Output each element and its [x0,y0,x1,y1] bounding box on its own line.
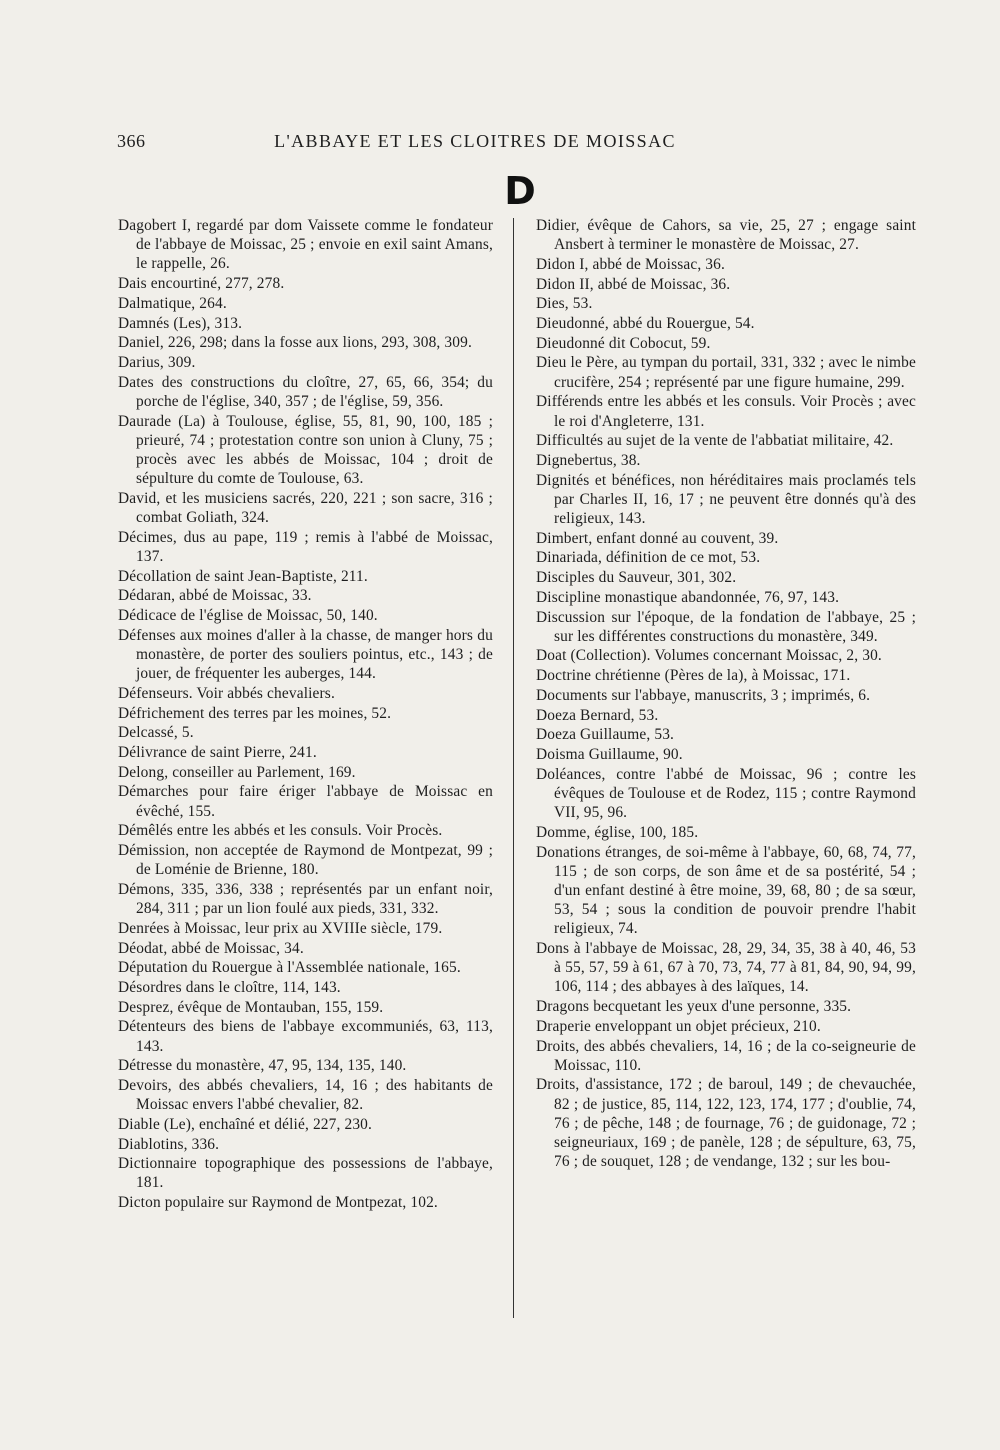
index-entry: Dons à l'abbaye de Moissac, 28, 29, 34, 35, 38 à 40, 46, 53 à 55, 57, 59 à 61, 67 à 70, 73, 74, 77 à 81, 84, 90, 94, 99, 106, 114 ; des abbayes à des laïques, 14. [536,940,916,996]
index-entry: Dieu le Père, au tympan du portail, 331, 332 ; avec le nimbe crucifère, 254 ; représenté par une figure humaine, 299. [536,354,916,391]
index-entry: Delong, conseiller au Parlement, 169. [118,763,356,781]
index-entry: Déodat, abbé de Moissac, 34. [118,939,304,957]
index-entry: Démons, 335, 336, 338 ; représentés par un enfant noir, 284, 311 ; par un lion foulé aux pieds, 331, 332. [118,880,493,918]
index-column-right [536,216,916,1171]
index-entry: Dagobert I, regardé par dom Vaissete comme le fondateur de l'abbaye de Moissac, 25 ; envoie en exil saint Amans, le rappelle, 26. [118,217,493,273]
index-entry: Discipline monastique abandonnée, 76, 97, 143. [536,588,840,606]
index-entry: Domme, église, 100, 185. [536,823,699,841]
index-entry: Doat (Collection). Volumes concernant Moissac, 2, 30. [536,647,882,665]
index-entry: Doeza Guillaume, 53. [536,726,675,744]
index-entry: Didier, évêque de Cahors, sa vie, 25, 27 ; engage saint Ansbert à terminer le monastère de Moissac, 27. [536,217,916,254]
index-entry: Dictionnaire topographique des possessions de l'abbaye, 181. [118,1155,493,1192]
index-column-left [118,216,493,1212]
index-entry: Défenseurs. Voir abbés chevaliers. [118,684,335,702]
index-entry: Délivrance de saint Pierre, 241. [118,743,317,761]
section-letter: D [504,169,536,213]
index-entry: Doctrine chrétienne (Pères de la), à Moissac, 171. [536,667,851,685]
index-entry: Dédicace de l'église de Moissac, 50, 140. [118,607,378,625]
index-entry: Dicton populaire sur Raymond de Montpezat, 102. [118,1194,438,1212]
index-entry: Dies, 53. [536,295,593,313]
index-entry: Devoirs, des abbés chevaliers, 14, 16 ; des habitants de Moissac envers l'abbé chevalier, 82. [118,1076,493,1114]
index-entry: Démarches pour faire ériger l'abbaye de Moissac en évêché, 155. [118,783,493,820]
index-entry: Darius, 309. [118,353,196,371]
index-entry: Draperie enveloppant un objet précieux, 210. [536,1017,821,1035]
index-entry: Didon I, abbé de Moissac, 36. [536,255,725,273]
index-entry: David, et les musiciens sacrés, 220, 221 ; son sacre, 316 ; combat Goliath, 324. [118,489,493,527]
index-entry: Discussion sur l'époque, de la fondation de l'abbaye, 25 ; sur les différentes constructions du monastère, 349. [536,608,916,645]
index-entry: Dignebertus, 38. [536,451,641,469]
index-entry: Dinariada, définition de ce mot, 53. [536,549,761,567]
index-entry: Démêlés entre les abbés et les consuls. Voir Procès. [118,822,443,840]
index-entry: Difficultés au sujet de la vente de l'abbatiat militaire, 42. [536,432,894,450]
index-entry: Diable (Le), enchaîné et délié, 227, 230. [118,1115,373,1133]
index-entry: Dieudonné dit Cobocut, 59. [536,334,711,352]
index-entry: Décimes, dus au pape, 119 ; remis à l'abbé de Moissac, 137. [118,528,493,565]
page-number: 366 [117,131,146,151]
column-divider [513,218,514,1318]
index-entry: Détenteurs des biens de l'abbaye excommuniés, 63, 113, 143. [118,1018,493,1055]
index-entry: Diablotins, 336. [118,1135,220,1153]
index-entry: Députation du Rouergue à l'Assemblée nationale, 165. [118,959,461,977]
index-entry: Dates des constructions du cloître, 27, 65, 66, 354; du porche de l'église, 340, 357 ; de l'église, 59, 356. [118,373,493,410]
index-entry: Damnés (Les), 313. [118,314,243,332]
index-entry: Démission, non acceptée de Raymond de Montpezat, 99 ; de Loménie de Brienne, 180. [118,842,493,879]
index-entry: Doisma Guillaume, 90. [536,745,683,763]
index-entry: Dais encourtiné, 277, 278. [118,275,285,293]
index-entry: Daurade (La) à Toulouse, église, 55, 81, 90, 100, 185 ; prieuré, 74 ; protestation contre son union à Cluny, 75 ; procès avec les abbés de Moissac, 104 ; droit de sépulture du comte de Toulouse, 63. [118,412,493,488]
index-entry: Doléances, contre l'abbé de Moissac, 96 ; contre les évêques de Toulouse et de Rodez, 115 ; contre Raymond VII, 95, 96. [536,765,916,822]
index-entry: Dédaran, abbé de Moissac, 33. [118,587,312,605]
index-entry: Dragons becquetant les yeux d'une personne, 335. [536,998,852,1016]
index-entry: Dimbert, enfant donné au couvent, 39. [536,529,779,547]
index-entry: Dieudonné, abbé du Rouergue, 54. [536,315,755,333]
index-entry: Droits, d'assistance, 172 ; de baroul, 149 ; de chevauchée, 82 ; de justice, 85, 114, 122, 123, 174, 177 ; d'oublie, 74, 76 ; de pêche, 148 ; de fournage, 76 ; de guidonage, 72 ; seigneuriaux, 169 ; de panèle, 128 ; de sépulture, 63, 75, 76 ; de souquet, 128 ; de vendange, 132 ; sur les bou- [536,1076,916,1171]
index-entry: Décollation de saint Jean-Baptiste, 211. [118,567,368,585]
index-entry: Défrichement des terres par les moines, 52. [118,704,392,722]
index-entry: Didon II, abbé de Moissac, 36. [536,275,731,293]
index-entry: Désordres dans le cloître, 114, 143. [118,978,341,996]
index-entry: Détresse du monastère, 47, 95, 134, 135, 140. [118,1057,407,1075]
index-entry: Différends entre les abbés et les consuls. Voir Procès ; avec le roi d'Angleterre, 131. [536,393,916,430]
running-title: L'ABBAYE ET LES CLOITRES DE MOISSAC [274,131,676,151]
index-entry: Documents sur l'abbaye, manuscrits, 3 ; imprimés, 6. [536,686,871,704]
index-entry: Daniel, 226, 298; dans la fosse aux lions, 293, 308, 309. [118,334,472,352]
index-entry: Delcassé, 5. [118,724,194,742]
index-entry: Disciples du Sauveur, 301, 302. [536,569,737,587]
index-entry: Desprez, évêque de Montauban, 155, 159. [118,998,384,1016]
index-entry: Droits, des abbés chevaliers, 14, 16 ; de la co-seigneurie de Moissac, 110. [536,1037,916,1074]
index-entry: Défenses aux moines d'aller à la chasse, de manger hors du monastère, de porter des souliers pointus, etc., 143 ; de jouer, de fréquenter les auberges, 144. [118,626,493,683]
index-entry: Doeza Bernard, 53. [536,706,659,724]
index-entry: Dalmatique, 264. [118,294,227,312]
index-entry: Dignités et bénéfices, non héréditaires mais proclamés tels par Charles II, 16, 17 ; ne peuvent être donnés qu'à des religieux, 143. [536,471,916,528]
index-entry: Denrées à Moissac, leur prix au XVIIIe siècle, 179. [118,919,443,937]
index-entry: Donations étranges, de soi-même à l'abbaye, 60, 68, 74, 77, 115 ; de son corps, de son âme et de sa postérité, 54 ; d'un enfant destiné à être moine, 39, 68, 80 ; de sa sœur, 53, 54 ; sous la condition de pouvoir prendre l'habit religieux, 74. [536,843,916,938]
